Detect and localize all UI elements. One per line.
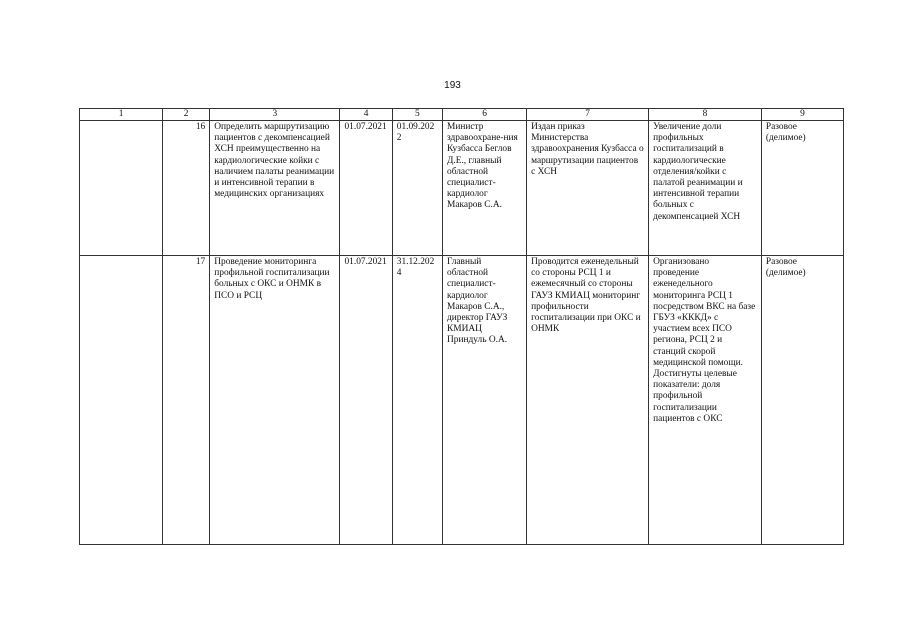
section-cell [80, 256, 163, 545]
effect-cell [649, 256, 762, 545]
effect-text: Увеличение доли профильных госпитализаций в кардиологические отделения/койки с палатой реанимации и интенсивной терапии больных с декомпенсацией ХСН [653, 122, 743, 222]
type-text: Разовое (делимое) [765, 257, 806, 279]
type-cell [761, 256, 843, 545]
start-date-cell: 01.07.2021 [340, 121, 392, 256]
responsible-text: Министр здравоохране-ния Кузбасса Беглов Д.Е., главный областной специалист-кардиолог Макаров С.А. [447, 122, 518, 211]
column-number: 1 [80, 109, 163, 121]
type-cell [761, 121, 843, 256]
result-cell [527, 121, 649, 256]
result-text: Издан приказ Министерства здравоохранения Кузбасса о маршрутизации пациентов с ХСН [531, 122, 644, 177]
column-number: 7 [527, 109, 649, 121]
page-number: 193 [444, 80, 461, 91]
start-date-cell: 01.07.2021 [340, 256, 392, 545]
effect-cell [649, 121, 762, 256]
result-text: Проводится еженедельный со стороны РСЦ 1 и ежемесячный со стороны ГАУЗ КМИАЦ мониторинг профильности госпитализации при ОКС и ОНМК [531, 257, 641, 335]
column-number: 6 [443, 109, 527, 121]
event-cell [210, 121, 340, 256]
column-number: 9 [761, 109, 843, 121]
event-text: Определить маршрутизацию пациентов с декомпенсацией ХСН преимущественно на кардиологические койки с наличием палаты реанимации и интенсивной терапии в медицинских организациях [214, 122, 335, 200]
row-number: 16 [163, 121, 210, 256]
result-cell [527, 256, 649, 545]
effect-text: Организовано проведение еженедельного мониторинга РСЦ 1 посредством ВКС на базе ГБУЗ «КККД» с участием всех ПСО региона, РСЦ 2 и станций скорой медицинской помощи. Достигнуты целевые показатели: доля профильной госпитализации пациентов с ОКС [653, 257, 756, 424]
type-text: Разовое (делимое) [765, 122, 806, 144]
row-number: 17 [163, 256, 210, 545]
responsible-text: Главный областной специалист-кардиолог Макаров С.А., директор ГАУЗ КМИАЦ Приндуль О.А. [447, 257, 508, 346]
responsible-cell [443, 121, 527, 256]
event-cell [210, 256, 340, 545]
column-number: 5 [392, 109, 442, 121]
end-date-cell: 01.09.2022 [392, 121, 442, 256]
column-number: 8 [649, 109, 762, 121]
column-number: 4 [340, 109, 392, 121]
column-number: 3 [210, 109, 340, 121]
end-date-cell: 31.12.2024 [392, 256, 442, 545]
section-cell [80, 121, 163, 256]
column-number-row [80, 109, 844, 121]
responsible-cell [443, 256, 527, 545]
plan-table [79, 108, 844, 545]
table-row [80, 121, 844, 256]
column-number: 2 [163, 109, 210, 121]
table-row [80, 256, 844, 545]
event-text: Проведение мониторинга профильной госпитализации больных с ОКС и ОНМК в ПСО и РСЦ [214, 257, 330, 301]
